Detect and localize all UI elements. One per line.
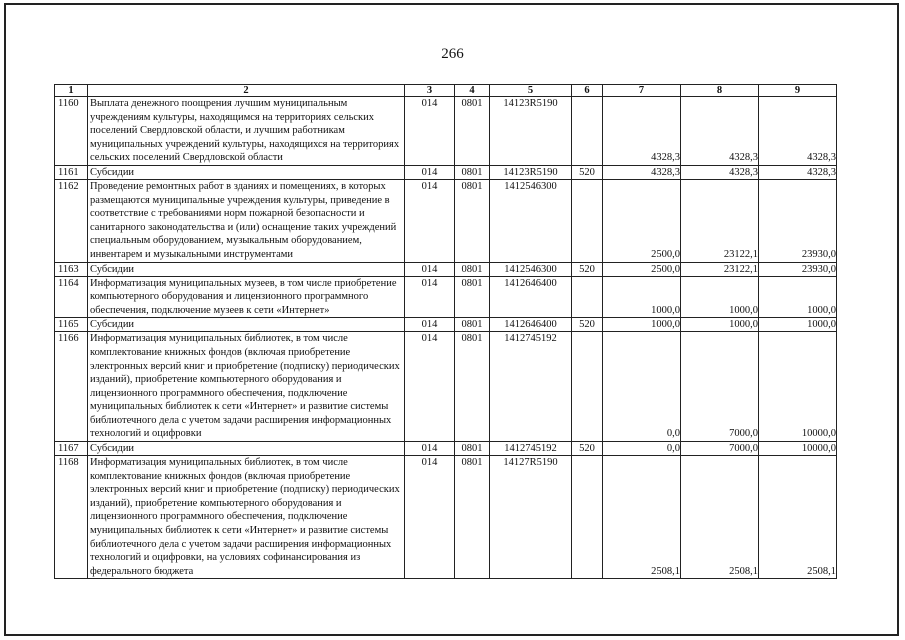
row-number: 1165 xyxy=(55,318,88,332)
row-code-3: 014 xyxy=(405,276,455,318)
table-row xyxy=(55,442,837,456)
row-value-9: 4328,3 xyxy=(759,97,837,166)
column-header: 7 xyxy=(603,85,681,97)
row-value-7: 2500,0 xyxy=(603,262,681,276)
row-value-7: 1000,0 xyxy=(603,276,681,318)
row-code-3: 014 xyxy=(405,165,455,179)
row-code-3: 014 xyxy=(405,442,455,456)
row-value-7: 2508,1 xyxy=(603,456,681,579)
column-header: 5 xyxy=(490,85,572,97)
row-code-5: 1412745192 xyxy=(490,442,572,456)
row-code-5: 1412745192 xyxy=(490,332,572,442)
row-code-3: 014 xyxy=(405,456,455,579)
column-header: 1 xyxy=(55,85,88,97)
row-code-6 xyxy=(572,456,603,579)
row-description: Информатизация муниципальных музеев, в том числе приобретение компьютерного оборудования и лицензионного программного обеспечения, подключение музеев к сети «Интернет» xyxy=(88,276,405,318)
row-value-8: 7000,0 xyxy=(681,442,759,456)
row-value-9: 2508,1 xyxy=(759,456,837,579)
table-row xyxy=(55,262,837,276)
column-header: 4 xyxy=(455,85,490,97)
row-value-8: 1000,0 xyxy=(681,276,759,318)
row-value-7: 1000,0 xyxy=(603,318,681,332)
row-number: 1162 xyxy=(55,179,88,262)
row-number: 1168 xyxy=(55,456,88,579)
row-value-9: 10000,0 xyxy=(759,332,837,442)
row-code-4: 0801 xyxy=(455,332,490,442)
row-code-4: 0801 xyxy=(455,262,490,276)
budget-table xyxy=(54,84,837,579)
row-code-5: 14123R5190 xyxy=(490,97,572,166)
table-header-row xyxy=(55,85,837,97)
table-row xyxy=(55,97,837,166)
row-description: Субсидии xyxy=(88,318,405,332)
row-code-4: 0801 xyxy=(455,97,490,166)
row-number: 1160 xyxy=(55,97,88,166)
column-header: 2 xyxy=(88,85,405,97)
row-value-8: 2508,1 xyxy=(681,456,759,579)
row-code-3: 014 xyxy=(405,262,455,276)
row-code-5: 1412546300 xyxy=(490,262,572,276)
row-code-4: 0801 xyxy=(455,442,490,456)
column-header: 8 xyxy=(681,85,759,97)
row-value-9: 10000,0 xyxy=(759,442,837,456)
table-row xyxy=(55,332,837,442)
row-code-4: 0801 xyxy=(455,276,490,318)
row-number: 1166 xyxy=(55,332,88,442)
row-code-6: 520 xyxy=(572,442,603,456)
row-code-4: 0801 xyxy=(455,179,490,262)
row-value-8: 4328,3 xyxy=(681,165,759,179)
row-description: Проведение ремонтных работ в зданиях и помещениях, в которых размещаются муниципальные учреждения культуры, приведение в соответствие с требованиями норм пожарной безопасности и санитарного законодательства и (или) оснащение таких учреждений специальным оборудованием, музыкальным оборудованием, инвентарем и музыкальными инструментами xyxy=(88,179,405,262)
row-code-6 xyxy=(572,332,603,442)
row-code-3: 014 xyxy=(405,332,455,442)
row-value-7: 0,0 xyxy=(603,332,681,442)
row-number: 1167 xyxy=(55,442,88,456)
row-code-4: 0801 xyxy=(455,165,490,179)
row-code-5: 1412646400 xyxy=(490,276,572,318)
row-description: Субсидии xyxy=(88,262,405,276)
row-code-4: 0801 xyxy=(455,318,490,332)
row-value-9: 1000,0 xyxy=(759,276,837,318)
row-number: 1161 xyxy=(55,165,88,179)
row-code-6 xyxy=(572,97,603,166)
row-code-5: 14123R5190 xyxy=(490,165,572,179)
row-description: Информатизация муниципальных библиотек, в том числе комплектование книжных фондов (включая приобретение электронных версий книг и приобретение (подписку) периодических изданий), приобретение компьютерного оборудования и лицензионного программного обеспечения, подключение муниципальных библиотек к сети «Интернет» и развитие системы библиотечного дела с учетом задачи расширения информационных технологий и оцифровки xyxy=(88,332,405,442)
column-header: 6 xyxy=(572,85,603,97)
row-code-3: 014 xyxy=(405,97,455,166)
table-row xyxy=(55,318,837,332)
row-code-5: 14127R5190 xyxy=(490,456,572,579)
row-value-9: 23930,0 xyxy=(759,262,837,276)
table-row xyxy=(55,276,837,318)
row-value-7: 2500,0 xyxy=(603,179,681,262)
row-code-4: 0801 xyxy=(455,456,490,579)
table-row xyxy=(55,165,837,179)
row-number: 1163 xyxy=(55,262,88,276)
row-value-9: 4328,3 xyxy=(759,165,837,179)
row-description: Выплата денежного поощрения лучшим муниципальным учреждениям культуры, находящимся на территориях сельских поселений Свердловской области, и лучшим работникам муниципальных учреждений культуры, находящихся на территориях сельских поселений Свердловской области xyxy=(88,97,405,166)
row-code-6: 520 xyxy=(572,318,603,332)
table-row xyxy=(55,179,837,262)
row-description: Субсидии xyxy=(88,442,405,456)
row-value-7: 4328,3 xyxy=(603,97,681,166)
page-number: 266 xyxy=(441,46,464,62)
row-value-8: 23122,1 xyxy=(681,262,759,276)
row-value-7: 4328,3 xyxy=(603,165,681,179)
row-value-8: 1000,0 xyxy=(681,318,759,332)
column-header: 3 xyxy=(405,85,455,97)
row-number: 1164 xyxy=(55,276,88,318)
row-value-7: 0,0 xyxy=(603,442,681,456)
row-value-8: 4328,3 xyxy=(681,97,759,166)
row-code-6 xyxy=(572,276,603,318)
column-header: 9 xyxy=(759,85,837,97)
row-description: Информатизация муниципальных библиотек, в том числе комплектование книжных фондов (включая приобретение электронных версий книг и приобретение (подписку) периодических изданий), приобретение компьютерного оборудования и лицензионного программного обеспечения, подключение муниципальных библиотек к сети «Интернет» и развитие системы библиотечного дела с учетом задачи расширения информационных технологий и оцифровки, на условиях софинансирования из федерального бюджета xyxy=(88,456,405,579)
row-code-6: 520 xyxy=(572,165,603,179)
row-code-5: 1412646400 xyxy=(490,318,572,332)
table-row xyxy=(55,456,837,579)
row-value-8: 23122,1 xyxy=(681,179,759,262)
row-value-9: 1000,0 xyxy=(759,318,837,332)
row-code-3: 014 xyxy=(405,318,455,332)
row-code-6 xyxy=(572,179,603,262)
row-value-9: 23930,0 xyxy=(759,179,837,262)
row-value-8: 7000,0 xyxy=(681,332,759,442)
row-code-5: 1412546300 xyxy=(490,179,572,262)
row-description: Субсидии xyxy=(88,165,405,179)
row-code-3: 014 xyxy=(405,179,455,262)
row-code-6: 520 xyxy=(572,262,603,276)
